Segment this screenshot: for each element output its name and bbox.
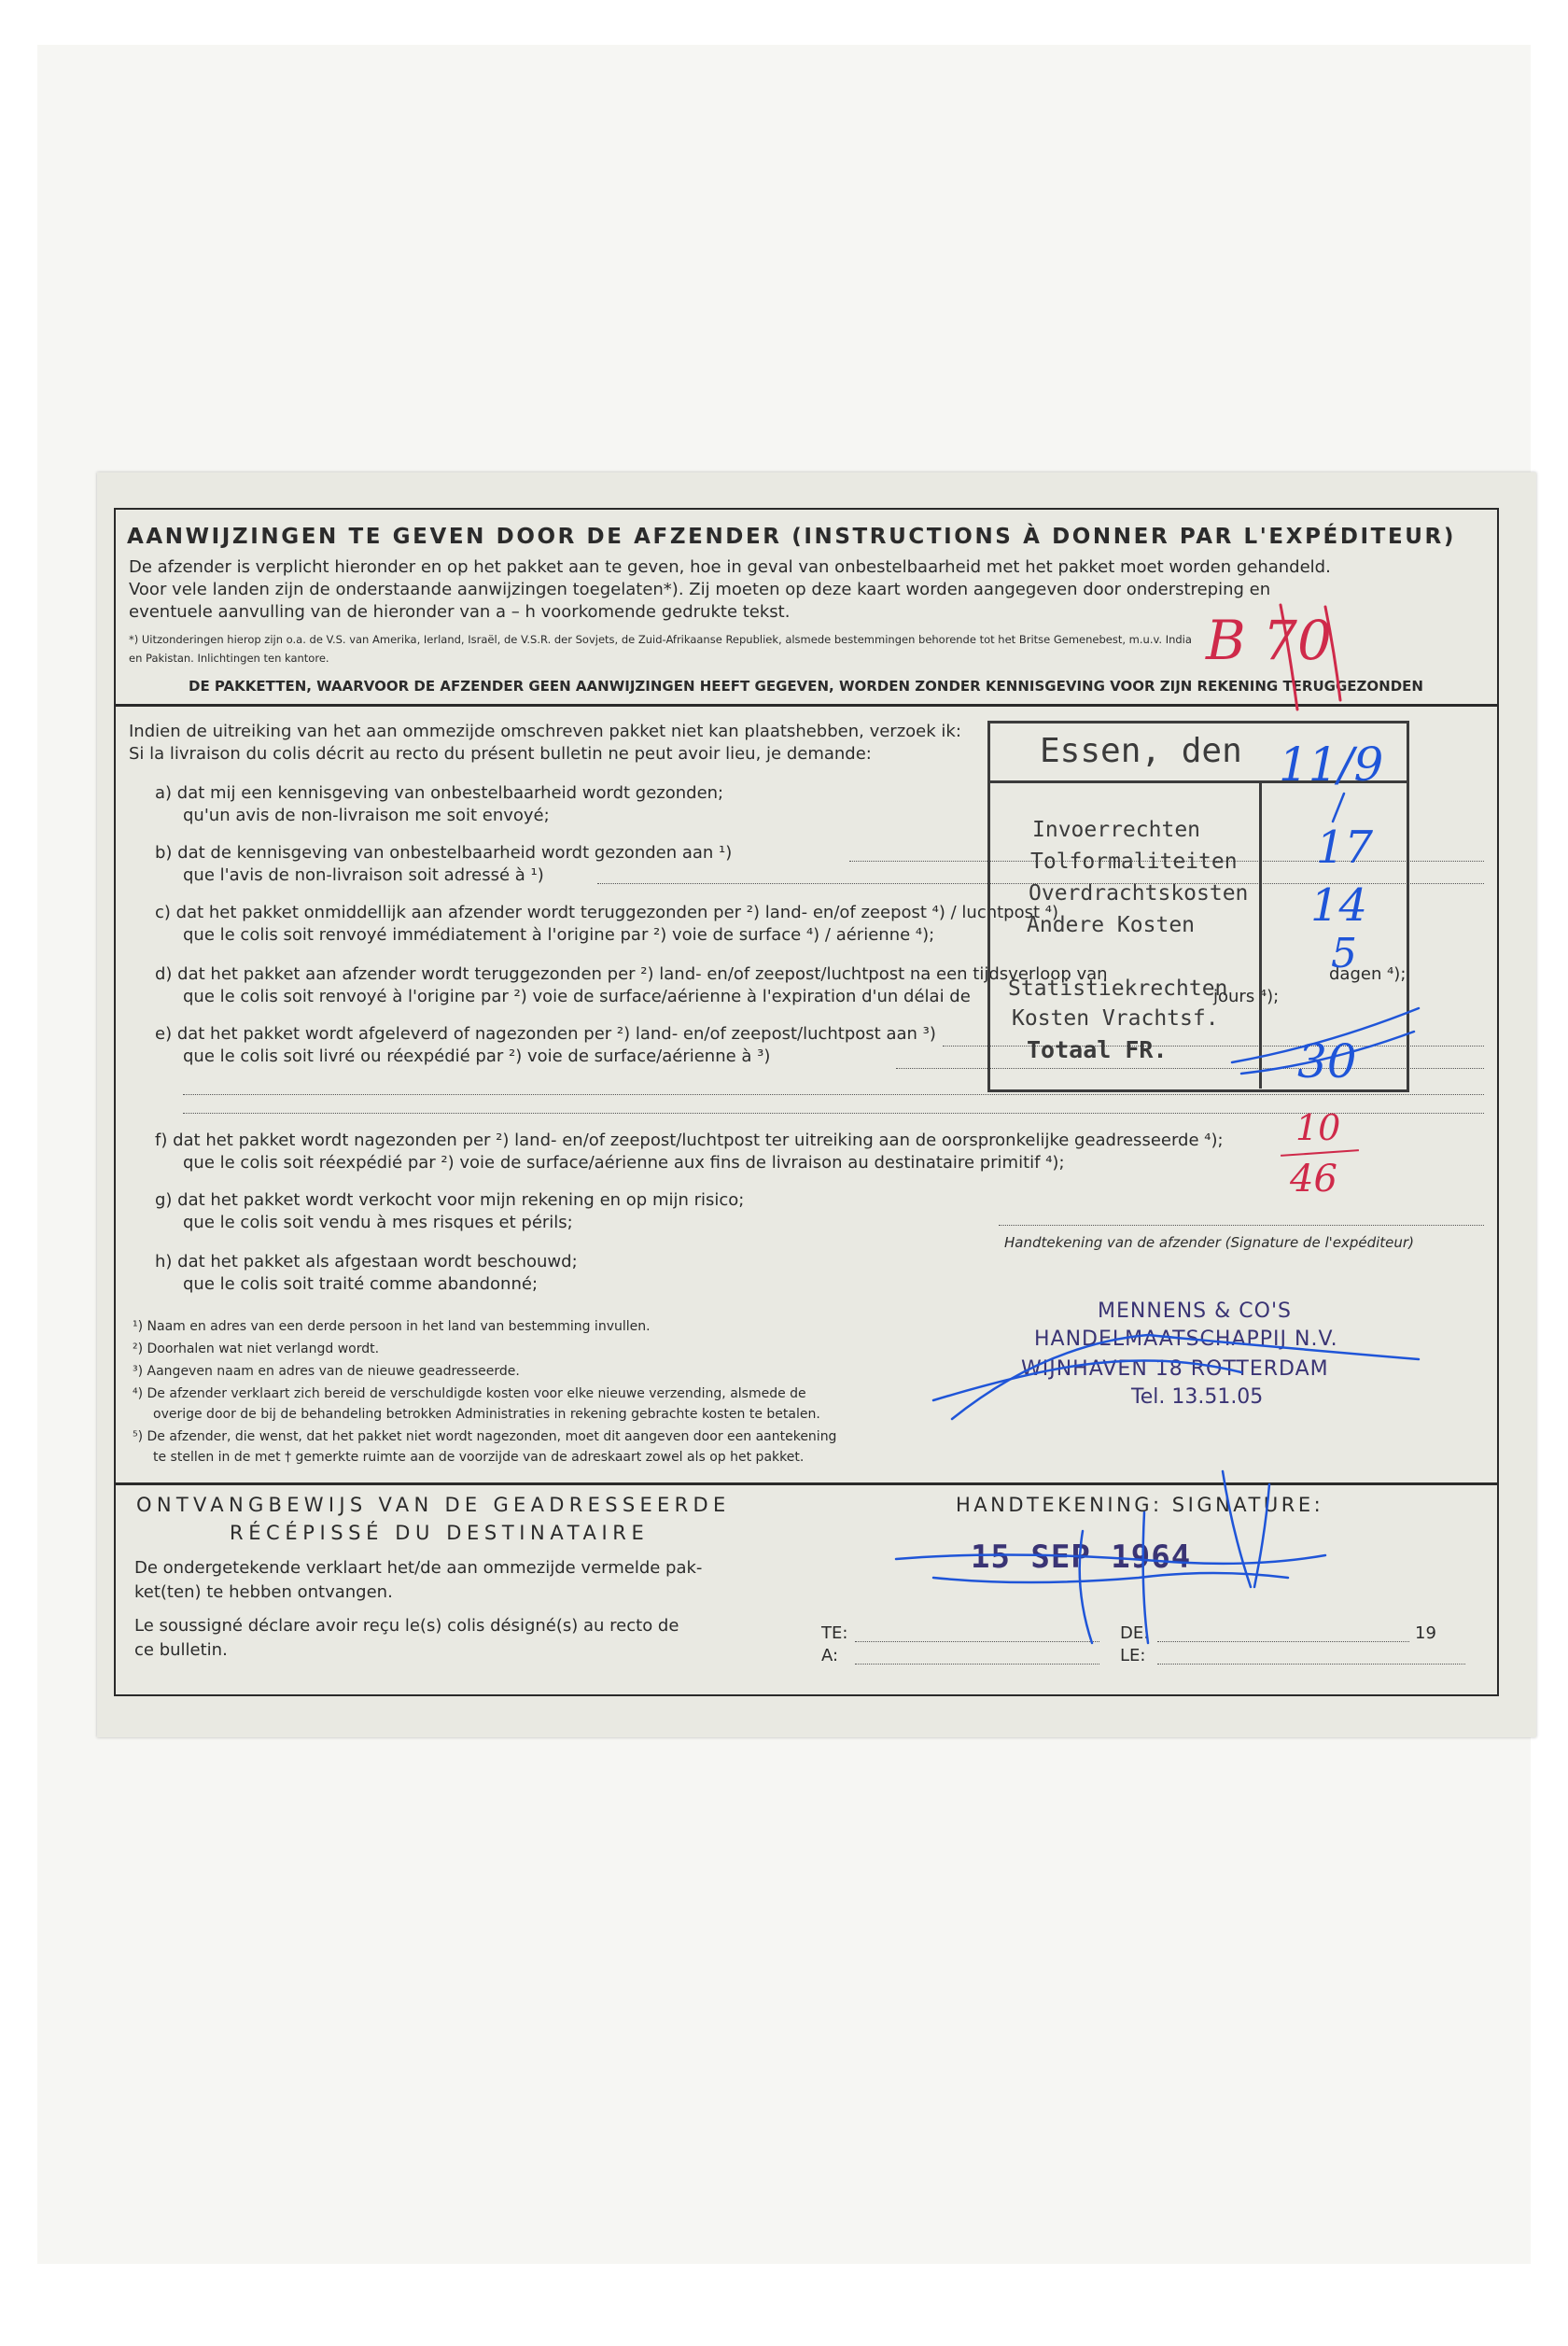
- stamp-row: Kosten Vrachtsf.: [1012, 1006, 1219, 1031]
- handwritten-total: 30: [1297, 1034, 1357, 1089]
- handwritten-value: 17: [1316, 822, 1374, 874]
- receiver-signature-label: HANDTEKENING: SIGNATURE:: [956, 1494, 1324, 1516]
- intro-line: De afzender is verplicht hieronder en op het pakket aan te geven, hoe in geval van onbestelbaarheid met het pakket moet worden gehandeld.: [129, 557, 1331, 577]
- date-stamp: 15 SEP 1964: [971, 1538, 1192, 1576]
- lead-line: Si la livraison du colis décrit au recto du présent bulletin ne peut avoir lieu, je demande:: [129, 744, 872, 764]
- field-te-line: [855, 1641, 1099, 1642]
- receipt-text-nl: ket(ten) te hebben ontvangen.: [134, 1582, 393, 1602]
- receipt-text-nl: De ondergetekende verklaart het/de aan ommezijde vermelde pak-: [134, 1558, 703, 1578]
- field-a-label: A:: [821, 1646, 839, 1665]
- note-line: ⁵) De afzender, die wenst, dat het pakket niet wordt nagezonden, moet dit aangeven door een aantekening: [133, 1429, 837, 1444]
- note-line: ²) Doorhalen wat niet verlangd wordt.: [133, 1342, 380, 1356]
- item-c-fr: que le colis soit renvoyé immédiatement à l'origine par ²) voie de surface ⁴) / aérienne ⁴);: [183, 925, 935, 945]
- field-year: 19: [1415, 1623, 1436, 1643]
- item-h-nl: h) dat het pakket als afgestaan wordt beschouwd;: [155, 1252, 578, 1271]
- days-unit-fr: jours ⁴);: [1213, 987, 1280, 1006]
- stamp-row: Invoerrechten: [1032, 818, 1201, 842]
- receipt-title-fr: RÉCÉPISSÉ DU DESTINATAIRE: [230, 1522, 650, 1544]
- days-unit-nl: dagen ⁴);: [1329, 964, 1407, 984]
- address-line: [183, 1113, 1484, 1114]
- sender-signature-label: Handtekening van de afzender (Signature de l'expéditeur): [1004, 1234, 1414, 1251]
- company-stamp-line: WIJNHAVEN 18 ROTTERDAM: [1021, 1357, 1329, 1381]
- item-a-fr: qu'un avis de non-livraison me soit envoyé;: [183, 806, 550, 825]
- field-de-label: DE:: [1120, 1623, 1150, 1643]
- company-stamp-line: MENNENS & CO'S: [1098, 1299, 1292, 1323]
- item-h-fr: que le colis soit traité comme abandonné;: [183, 1274, 539, 1294]
- address-line: [183, 1094, 1484, 1095]
- receipt-title-nl: ONTVANGBEWIJS VAN DE GEADRESSEERDE: [136, 1494, 731, 1516]
- instructions-title: AANWIJZINGEN TE GEVEN DOOR DE AFZENDER (INSTRUCTIONS À DONNER PAR L'EXPÉDITEUR): [127, 525, 1456, 549]
- field-te-label: TE:: [821, 1623, 848, 1643]
- note-line: ¹) Naam en adres van een derde persoon in het land van bestemming invullen.: [133, 1319, 651, 1334]
- footnote-line: en Pakistan. Inlichtingen ten kantore.: [129, 652, 329, 665]
- handwritten-value: 14: [1310, 879, 1368, 932]
- stamp-place: Essen, den: [1040, 732, 1242, 770]
- intro-line: eventuele aanvulling van de hieronder van a – h voorkomende gedrukte tekst.: [129, 602, 791, 622]
- item-d-nl: d) dat het pakket aan afzender wordt teruggezonden per ²) land- en/of zeepost/luchtpost na een tijdsverloop van: [155, 964, 1108, 984]
- note-line: ³) Aangeven naam en adres van de nieuwe geadresseerde.: [133, 1364, 520, 1379]
- red-annotation: B 70: [1206, 609, 1332, 672]
- stamp-divider: [1259, 780, 1262, 1089]
- handwritten-date: 11/9: [1279, 738, 1384, 792]
- item-a-nl: a) dat mij een kennisgeving van onbestelbaarheid wordt gezonden;: [155, 783, 724, 803]
- company-stamp-line: Tel. 13.51.05: [1131, 1385, 1264, 1409]
- stamp-row: Tolformaliteiten: [1030, 850, 1238, 874]
- stamp-row: Statistiekrechten: [1008, 976, 1228, 1001]
- note-line: te stellen in de met † gemerkte ruimte aan de voorzijde van de adreskaart zowel als op het pakket.: [153, 1450, 805, 1465]
- red-fraction-bottom: 46: [1290, 1158, 1337, 1201]
- field-le-label: LE:: [1120, 1646, 1146, 1665]
- item-b-fr: que l'avis de non-livraison soit adressé à ¹): [183, 865, 544, 885]
- footnote-line: *) Uitzonderingen hierop zijn o.a. de V.S. van Amerika, Ierland, Israël, de V.S.R. der Sovjets, de Zuid-Afrikaanse Republiek, alsmede bestemmingen behorende tot het Britse Gemenebest, m.u.v. India: [129, 633, 1192, 646]
- note-line: overige door de bij de behandeling betrokken Administraties in rekening gebrachte kosten te betalen.: [153, 1407, 820, 1422]
- note-line: ⁴) De afzender verklaart zich bereid de verschuldigde kosten voor elke nieuwe verzending, alsmede de: [133, 1386, 806, 1401]
- item-f-fr: que le colis soit réexpédié par ²) voie de surface/aérienne aux fins de livraison au destinataire primitif ⁴);: [183, 1153, 1065, 1173]
- item-g-fr: que le colis soit vendu à mes risques et périls;: [183, 1213, 573, 1232]
- red-fraction-top: 10: [1295, 1107, 1341, 1148]
- item-f-nl: f) dat het pakket wordt nagezonden per ²) land- en/of zeepost/luchtpost ter uitreiking aan de oorspronkelijke geadresseerde ⁴);: [155, 1131, 1224, 1150]
- stamp-row: Overdrachtskosten: [1029, 881, 1249, 906]
- field-le-line: [1157, 1664, 1465, 1665]
- item-e-fr: que le colis soit livré ou réexpédié par ²) voie de surface/aérienne à ³): [183, 1047, 771, 1066]
- handwritten-value: 5: [1331, 930, 1357, 977]
- receipt-text-fr: ce bulletin.: [134, 1640, 228, 1660]
- item-e-nl: e) dat het pakket wordt afgeleverd of nagezonden per ²) land- en/of zeepost/luchtpost aan ³): [155, 1024, 936, 1044]
- company-stamp-line: HANDELMAATSCHAPPIJ N.V.: [1034, 1328, 1338, 1351]
- receipt-text-fr: Le soussigné déclare avoir reçu le(s) colis désigné(s) au recto de: [134, 1616, 679, 1636]
- lead-line: Indien de uitreiking van het aan ommezijde omschreven pakket niet kan plaatshebben, verzoek ik:: [129, 722, 961, 741]
- field-a-line: [855, 1664, 1099, 1665]
- intro-line: Voor vele landen zijn de onderstaande aanwijzingen toegelaten*). Zij moeten op deze kaart worden aangegeven door onderstreping en: [129, 580, 1271, 599]
- signature-line: [999, 1225, 1484, 1226]
- field-de-line: [1157, 1641, 1409, 1642]
- item-g-nl: g) dat het pakket wordt verkocht voor mijn rekening en op mijn risico;: [155, 1190, 745, 1210]
- stamp-row: Andere Kosten: [1027, 913, 1196, 937]
- item-d-fr: que le colis soit renvoyé à l'origine par ²) voie de surface/aérienne à l'expiration d'un délai de: [183, 987, 971, 1006]
- section-divider: [114, 1482, 1499, 1485]
- item-b-nl: b) dat de kennisgeving van onbestelbaarheid wordt gezonden aan ¹): [155, 843, 733, 863]
- stamp-row: Totaal FR.: [1027, 1036, 1168, 1063]
- item-c-nl: c) dat het pakket onmiddellijk aan afzender wordt teruggezonden per ²) land- en/of zeepost ⁴) / luchtpost ⁴): [155, 903, 1059, 922]
- section-divider: [114, 704, 1499, 707]
- notice-text: DE PAKKETTEN, WAARVOOR DE AFZENDER GEEN AANWIJZINGEN HEEFT GEGEVEN, WORDEN ZONDER KENNISGEVING VOOR ZIJN REKENING TERUGGEZONDEN: [189, 678, 1423, 695]
